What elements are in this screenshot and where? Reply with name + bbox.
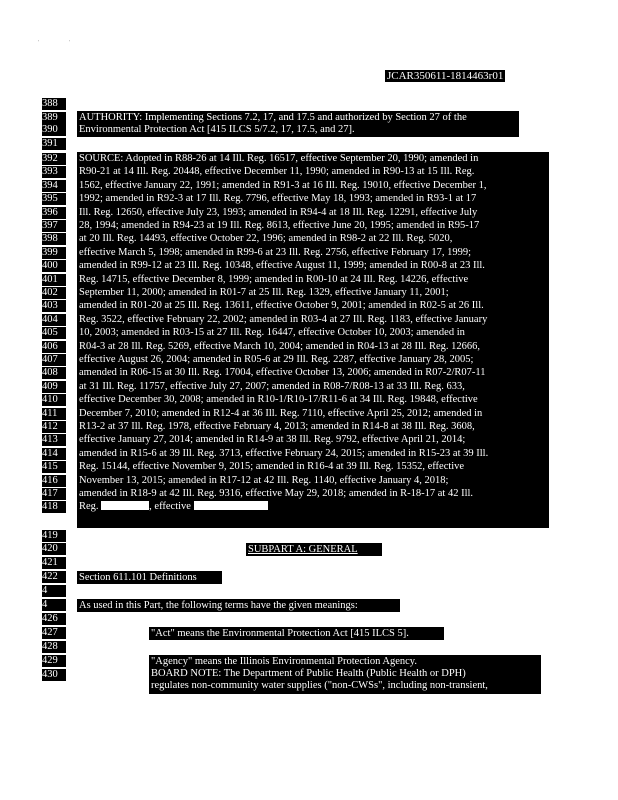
source-last-mid: , effective <box>149 501 191 513</box>
source-line: Reg. 15144, effective November 9, 2015; amended in R16-4 at 39 Ill. Reg. 15352, effective <box>79 461 465 473</box>
document-id-header: JCAR350611-1814463r01 <box>387 70 504 82</box>
source-line: effective August 26, 2004; amended in R05-6 at 29 Ill. Reg. 2287, effective January 28, 2005; <box>79 354 474 365</box>
source-line: November 13, 2015; amended in R17-12 at 42 Ill. Reg. 1140, effective January 4, 2018; <box>79 474 449 486</box>
line-number: 429 <box>42 655 66 667</box>
line-number: 399 <box>42 247 66 259</box>
line-number: 397 <box>42 220 66 232</box>
source-line: effective January 27, 2014; amended in R14-9 at 38 Ill. Reg. 9792, effective April 21, 2014; <box>79 434 466 446</box>
line-number: 390 <box>42 124 66 136</box>
act-definition: "Act" means the Environmental Protection Act [415 ILCS 5]. <box>151 628 409 639</box>
line-number: 394 <box>42 180 66 192</box>
line-number: 411 <box>42 408 66 420</box>
line-number: 392 <box>42 153 66 165</box>
source-line: 28, 1994; amended in R94-23 at 19 Ill. Reg. 8613, effective June 20, 1995; amended in R95-17 <box>79 220 480 231</box>
source-line: Reg. 3522, effective February 22, 2002; amended in R03-4 at 27 Ill. Reg. 1183, effective January <box>79 313 488 325</box>
line-number: 426 <box>42 613 66 625</box>
subpart-heading: SUBPART A: GENERAL <box>248 544 358 555</box>
line-number: 4 <box>42 599 66 611</box>
source-last-prefix: Reg. <box>79 501 99 513</box>
source-line: 1992; amended in R92-3 at 17 Ill. Reg. 7796, effective May 18, 1993; amended in R93-1 at 17 <box>79 193 477 205</box>
source-line: at 31 Ill. Reg. 11757, effective July 27, 2007; amended in R08-7/R08-13 at 33 Ill. Reg. 633, <box>79 380 465 392</box>
line-number: 407 <box>42 354 66 366</box>
source-line: amended in R15-6 at 39 Ill. Reg. 3713, effective February 24, 2015; amended in R15-23 at 39 Ill. <box>79 447 489 459</box>
line-number: 430 <box>42 669 66 681</box>
line-number: 413 <box>42 434 66 446</box>
line-number: 406 <box>42 341 66 353</box>
line-number: 416 <box>42 475 66 487</box>
source-line: 1562, effective January 22, 1991; amended in R91-3 at 16 Ill. Reg. 19010, effective December 1, <box>79 179 487 191</box>
line-number: 395 <box>42 193 66 205</box>
blank-effective-date <box>194 501 268 510</box>
line-number: 420 <box>42 543 66 555</box>
line-number: 400 <box>42 260 66 272</box>
source-line: effective December 30, 2008; amended in R10-1/R10-17/R11-6 at 34 Ill. Reg. 19848, effective <box>79 394 478 406</box>
line-number: 403 <box>42 300 66 312</box>
authority-line-2: Environmental Protection Act [415 ILCS 5/7.2, 17, 17.5, and 27]. <box>79 124 355 135</box>
board-note-line-1: BOARD NOTE: The Department of Public Health (Public Health or DPH) <box>151 668 466 679</box>
line-number: 396 <box>42 207 66 219</box>
line-number: 388 <box>42 98 66 110</box>
line-number: 402 <box>42 287 66 299</box>
source-line: December 7, 2010; amended in R12-4 at 36 Ill. Reg. 7110, effective April 25, 2012; amended in <box>79 407 483 419</box>
line-number: 427 <box>42 627 66 639</box>
source-line: amended in R06-15 at 30 Ill. Reg. 17004, effective October 13, 2006; amended in R07-2/R07-11 <box>79 367 486 379</box>
line-number: 4 <box>42 585 66 597</box>
line-number: 422 <box>42 571 66 583</box>
line-number: 405 <box>42 327 66 339</box>
source-line: September 11, 2000; amended in R01-7 at 25 Ill. Reg. 1329, effective January 11, 2001; <box>79 287 449 298</box>
source-line: 10, 2003; amended in R03-15 at 27 Ill. Reg. 16447, effective October 10, 2003; amended in <box>79 327 465 339</box>
line-number: 412 <box>42 421 66 433</box>
line-number: 417 <box>42 488 66 500</box>
board-note-line-2: regulates non-community water supplies ("non-CWSs", including non-transient, <box>151 680 488 691</box>
blank-register-number <box>101 501 149 510</box>
line-number: 391 <box>42 138 66 150</box>
source-line: amended in R18-9 at 42 Ill. Reg. 9316, effective May 29, 2018; amended in R-18-17 at 42 Ill. <box>79 488 474 499</box>
source-line: Reg. 14715, effective December 8, 1999; amended in R00-10 at 24 Ill. Reg. 14226, effective <box>79 273 469 285</box>
scan-specks: ' ' <box>38 40 71 46</box>
line-number: 415 <box>42 461 66 473</box>
source-line: at 20 Ill. Reg. 14493, effective October 22, 1996; amended in R98-2 at 22 Ill. Reg. 5020, <box>79 233 453 245</box>
source-line: effective March 5, 1998; amended in R99-6 at 23 Ill. Reg. 2756, effective February 17, 1999; <box>79 246 472 258</box>
agency-definition: "Agency" means the Illinois Environmental Protection Agency. <box>151 656 417 667</box>
line-number: 398 <box>42 233 66 245</box>
line-number: 404 <box>42 314 66 326</box>
line-number: 408 <box>42 367 66 379</box>
line-number: 421 <box>42 557 66 569</box>
line-number: 410 <box>42 394 66 406</box>
source-line: amended in R01-20 at 25 Ill. Reg. 13611, effective October 9, 2001; amended in R02-5 at 26 Ill. <box>79 300 484 312</box>
source-line: R13-2 at 37 Ill. Reg. 1978, effective February 4, 2013; amended in R14-8 at 38 Ill. Reg. 3608, <box>79 421 475 432</box>
source-last-line <box>79 501 268 513</box>
intro-text: As used in this Part, the following terms have the given meanings: <box>79 600 358 611</box>
line-number: 418 <box>42 501 66 513</box>
source-line: SOURCE: Adopted in R88-26 at 14 Ill. Reg. 16517, effective September 20, 1990; amended in <box>79 153 479 164</box>
line-number: 419 <box>42 530 66 542</box>
source-line: R04-3 at 28 Ill. Reg. 5269, effective March 10, 2004; amended in R04-13 at 28 Ill. Reg. 12666, <box>79 340 481 352</box>
line-number: 428 <box>42 641 66 653</box>
section-heading: Section 611.101 Definitions <box>79 572 197 583</box>
line-number: 414 <box>42 448 66 460</box>
source-line: amended in R99-12 at 23 Ill. Reg. 10348, effective August 11, 1999; amended in R00-8 at 23 Ill. <box>79 260 485 272</box>
line-number: 401 <box>42 274 66 286</box>
source-line: Ill. Reg. 12650, effective July 23, 1993; amended in R94-4 at 18 Ill. Reg. 12291, effective July <box>79 206 478 218</box>
line-number: 393 <box>42 166 66 178</box>
authority-line-1: AUTHORITY: Implementing Sections 7.2, 17, and 17.5 and authorized by Section 27 of the <box>79 112 467 123</box>
source-line: R90-21 at 14 Ill. Reg. 20448, effective December 11, 1990; amended in R90-13 at 15 Ill. Reg. <box>79 166 475 178</box>
line-number: 389 <box>42 112 66 124</box>
line-number: 409 <box>42 381 66 393</box>
